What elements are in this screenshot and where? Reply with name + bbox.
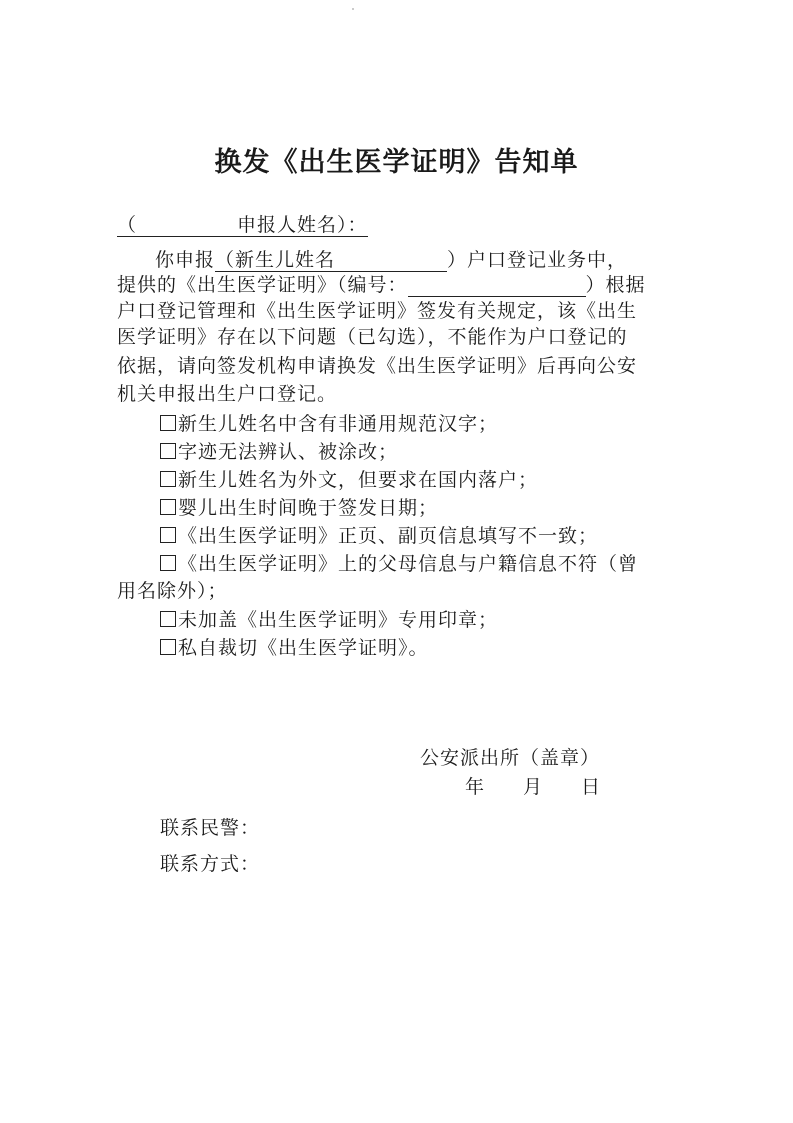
checklist-item-text: 新生儿姓名为外文，但要求在国内落户；: [178, 469, 539, 491]
checklist-item[interactable]: [160, 549, 638, 576]
body-l1-suffix: ）户口登记业务中，: [447, 249, 628, 271]
checklist-item-text: 《出生医学证明》正页、副页信息填写不一致；: [178, 525, 599, 547]
checklist-item[interactable]: [160, 605, 498, 632]
document-title: 换发《出生医学证明》告知单: [214, 147, 579, 178]
applicant-name-field[interactable]: [117, 214, 368, 237]
checklist-item[interactable]: [160, 465, 538, 492]
checkbox[interactable]: [160, 499, 176, 515]
checkbox[interactable]: [160, 415, 176, 431]
checkbox[interactable]: [160, 555, 176, 571]
checklist-item-text: 私自裁切《出生医学证明》。: [178, 637, 429, 659]
checklist-item[interactable]: [160, 521, 598, 548]
contact-method-label: 联系方式：: [160, 853, 261, 875]
year-label: 年: [465, 776, 486, 798]
body-line-1: [155, 245, 627, 272]
checkbox[interactable]: [160, 639, 176, 655]
checkbox[interactable]: [160, 611, 176, 627]
checklist-item[interactable]: [160, 437, 398, 464]
checklist-item[interactable]: [160, 409, 498, 436]
checklist-item-text: 未加盖《出生医学证明》专用印章；: [178, 609, 499, 631]
open-paren: （: [117, 214, 138, 236]
body-line-3: 户口登记管理和《出生医学证明》签发有关规定，该《出生: [117, 300, 638, 322]
checkbox[interactable]: [160, 471, 176, 487]
date-line: [465, 772, 601, 799]
applicant-name-label: 申报人姓名）：: [237, 214, 368, 236]
salutation-line: [117, 214, 368, 237]
newborn-name-field[interactable]: [215, 249, 447, 272]
checklist-item-text: 《出生医学证明》上的父母信息与户籍信息不符（曾: [178, 553, 639, 575]
police-station-seal-label: 公安派出所（盖章）: [420, 747, 601, 769]
body-line-6: 机关申报出生户口登记。: [117, 383, 338, 405]
checklist-item[interactable]: [160, 493, 438, 520]
checklist-item-continuation: 用名除外）；: [117, 580, 228, 602]
body-line-5: 依据，请向签发机构申请换发《出生医学证明》后再向公安: [117, 355, 638, 377]
body-l2-suffix: ）根据: [585, 274, 646, 296]
checklist-item-text: 字迹无法辨认、被涂改；: [178, 441, 399, 463]
day-label: 日: [581, 776, 602, 798]
body-l1-prefix: 你申报: [155, 249, 216, 271]
body-l2-prefix: 提供的《出生医学证明》（编号：: [117, 274, 408, 296]
certificate-number-field[interactable]: [408, 278, 586, 297]
checkbox[interactable]: [160, 527, 176, 543]
checklist-item[interactable]: [160, 633, 429, 660]
contact-officer-label: 联系民警：: [160, 817, 261, 839]
body-line-2: [117, 270, 646, 297]
checklist-item-text: 新生儿姓名中含有非通用规范汉字；: [178, 413, 499, 435]
month-label: 月: [523, 776, 544, 798]
scan-speck: [352, 8, 354, 10]
checklist-item-text: 婴儿出生时间晚于签发日期；: [178, 497, 439, 519]
checkbox[interactable]: [160, 443, 176, 459]
body-line-4: 医学证明》存在以下问题（已勾选），不能作为户口登记的: [117, 326, 628, 348]
newborn-name-label: （新生儿姓名: [215, 249, 336, 271]
